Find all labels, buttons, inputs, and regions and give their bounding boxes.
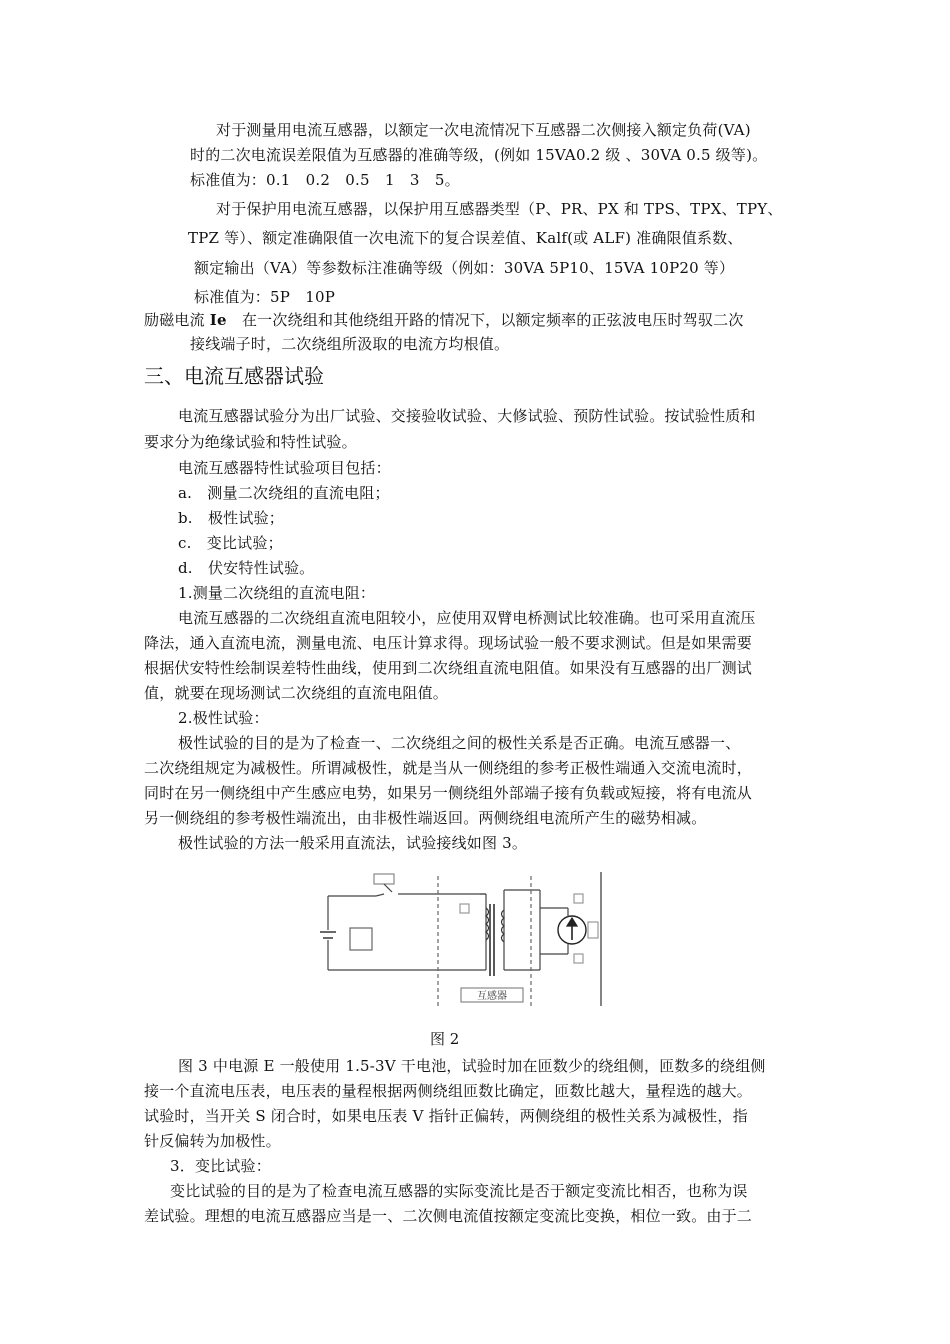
text-line: 试验时，当开关 S 闭合时，如果电压表 V 指针正偏转，两侧绕组的极性关系为减极性，指 xyxy=(144,1107,748,1125)
section-heading: 三、电流互感器试验 xyxy=(144,364,324,388)
figure-caption: 图 2 xyxy=(430,1030,460,1048)
list-item: d. 伏安特性试验。 xyxy=(178,559,315,577)
text-line: 二次绕组规定为减极性。所谓减极性，就是当从一侧绕组的参考正极性端通入交流电流时， xyxy=(144,759,753,777)
subsection-title: 1.测量二次绕组的直流电阻： xyxy=(178,584,376,602)
polarity-test-diagram xyxy=(318,868,608,1010)
text-line: 对于保护用电流互感器，以保护用互感器类型（P、PR、PX 和 TPS、TPX、TPY、 xyxy=(216,200,783,218)
text-line: 根据伏安特性绘制误差特性曲线，使用到二次绕组直流电阻值。如果没有互感器的出厂测试 xyxy=(144,659,753,677)
text-line: 极性试验的目的是为了检查一、二次绕组之间的极性关系是否正确。电流互感器一、 xyxy=(178,734,741,752)
text-line: 降法，通入直流电流，测量电流、电压计算求得。现场试验一般不要求测试。但是如果需要 xyxy=(144,634,753,652)
term-symbol: Ie xyxy=(209,311,227,329)
text-line: 另一侧绕组的参考极性端流出，由非极性端返回。两侧绕组电流所产生的磁势相减。 xyxy=(144,809,707,827)
text-line: 图 3 中电源 E 一般使用 1.5-3V 干电池，试验时加在匝数少的绕组侧，匝数多的绕组侧 xyxy=(178,1057,766,1075)
text-line: 变比试验的目的是为了检查电流互感器的实际变流比是否于额定变流比相否，也称为误 xyxy=(170,1182,748,1200)
text-line: 值，就要在现场测试二次绕组的直流电阻值。 xyxy=(144,684,449,702)
list-item: c. 变比试验； xyxy=(178,534,283,552)
subsection-title: 3．变比试验： xyxy=(170,1157,271,1175)
text-line: 电流互感器的二次绕组直流电阻较小，应使用双臂电桥测试比较准确。也可采用直流压 xyxy=(178,609,756,627)
text-line: 电流互感器试验分为出厂试验、交接验收试验、大修试验、预防性试验。按试验性质和 xyxy=(178,407,756,425)
text-line: 电流互感器特性试验项目包括： xyxy=(178,459,391,477)
text-line: 同时在另一侧绕组中产生感应电势，如果另一侧绕组外部端子接有负载或短接，将有电流从 xyxy=(144,784,753,802)
text-line: 时的二次电流误差限值为互感器的准确等级，(例如 15VA0.2 级 、30VA 0.5 级等)。 xyxy=(190,146,768,164)
text-line: 针反偏转为加极性。 xyxy=(144,1132,281,1150)
text-line: 额定输出（VA）等参数标注准确等级（例如：30VA 5P10、15VA 10P20 等） xyxy=(194,259,735,277)
text-line: 标准值为：0.1 0.2 0.5 1 3 5。 xyxy=(190,171,460,189)
text-line: 要求分为绝缘试验和特性试验。 xyxy=(144,433,357,451)
text-line: 接线端子时，二次绕组所汲取的电流方均根值。 xyxy=(190,335,510,353)
text-line: 标准值为：5P 10P xyxy=(194,288,336,306)
transformer-label: 互感器 xyxy=(477,991,507,1002)
subsection-title: 2.极性试验： xyxy=(178,709,269,727)
text-line: 差试验。理想的电流互感器应当是一、二次侧电流值按额定变流比变换，相位一致。由于二 xyxy=(144,1207,753,1225)
list-item: b. 极性试验； xyxy=(178,509,284,527)
list-item: a. 测量二次绕组的直流电阻； xyxy=(178,484,390,502)
text-line: 接一个直流电压表，电压表的量程根据两侧绕组匝数比确定，匝数比越大，量程选的越大。 xyxy=(144,1082,753,1100)
term: 励磁电流 xyxy=(144,311,210,329)
text-line: 对于测量用电流互感器，以额定一次电流情况下互感器二次侧接入额定负荷(VA) xyxy=(216,121,751,139)
text-line: TPZ 等）、额定准确限值一次电流下的复合误差值、Kalf(或 ALF) 准确限值系数、 xyxy=(188,229,743,247)
definition-line xyxy=(144,310,744,330)
definition-text: 在一次绕组和其他绕组开路的情况下，以额定频率的正弦波电压时驾驭二次 xyxy=(226,311,744,329)
text-line: 极性试验的方法一般采用直流法，试验接线如图 3。 xyxy=(178,834,528,852)
